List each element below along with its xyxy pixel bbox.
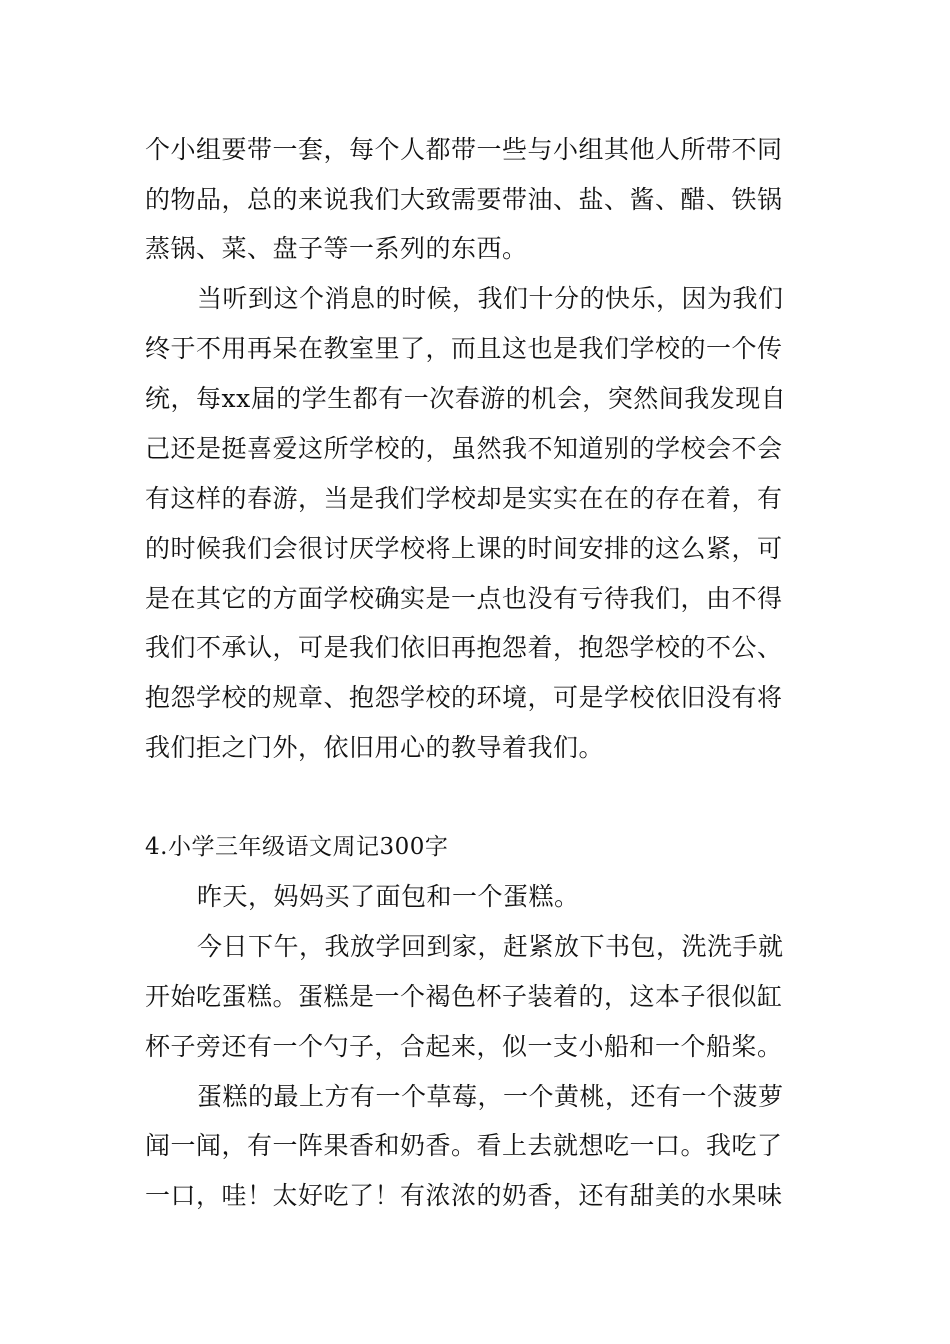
text-line: 终于不用再呆在教室里了，而且这也是我们学校的一个传: [145, 334, 783, 363]
paragraph-first-line: 当听到这个消息的时候，我们十分的快乐，因为我们: [197, 284, 784, 313]
text-line: 我们拒之门外，依旧用心的教导着我们。: [145, 733, 605, 762]
text-line: 我们不承认，可是我们依旧再抱怨着，抱怨学校的不公、: [145, 633, 783, 662]
text-line: 一口，哇！太好吃了！有浓浓的奶香，还有甜美的水果味: [145, 1181, 783, 1210]
paragraph-first-line: 今日下午，我放学回到家，赶紧放下书包，洗洗手就: [197, 932, 784, 961]
text-line: 的时候我们会很讨厌学校将上课的时间安排的这么紧，可: [145, 534, 783, 563]
paragraph-first-line: 蛋糕的最上方有一个草莓，一个黄桃，还有一个菠萝: [197, 1082, 784, 1111]
text-line: 蒸锅、菜、盘子等一系列的东西。: [145, 234, 528, 263]
text-line: 有这样的春游，当是我们学校却是实实在在的存在着，有: [145, 484, 783, 513]
paragraph-first-line: 昨天，妈妈买了面包和一个蛋糕。: [197, 882, 580, 911]
text-line: 开始吃蛋糕。蛋糕是一个褐色杯子装着的，这本子很似缸: [145, 982, 783, 1011]
text-line: 个小组要带一套，每个人都带一些与小组其他人所带不同: [145, 135, 783, 164]
text-line: 己还是挺喜爱这所学校的，虽然我不知道别的学校会不会: [145, 434, 783, 463]
text-line: 闻一闻，有一阵果香和奶香。看上去就想吃一口。我吃了: [145, 1131, 783, 1160]
section-heading: 4.小学三年级语文周记300字: [145, 834, 449, 860]
text-line: 的物品，总的来说我们大致需要带油、盐、酱、醋、铁锅: [145, 185, 783, 214]
text-line: 统，每xx届的学生都有一次春游的机会，突然间我发现自: [145, 384, 787, 413]
text-line: 抱怨学校的规章、抱怨学校的环境，可是学校依旧没有将: [145, 683, 783, 712]
text-line: 是在其它的方面学校确实是一点也没有亏待我们，由不得: [145, 584, 783, 613]
text-line: 杯子旁还有一个勺子，合起来，似一支小船和一个船桨。: [145, 1032, 783, 1061]
